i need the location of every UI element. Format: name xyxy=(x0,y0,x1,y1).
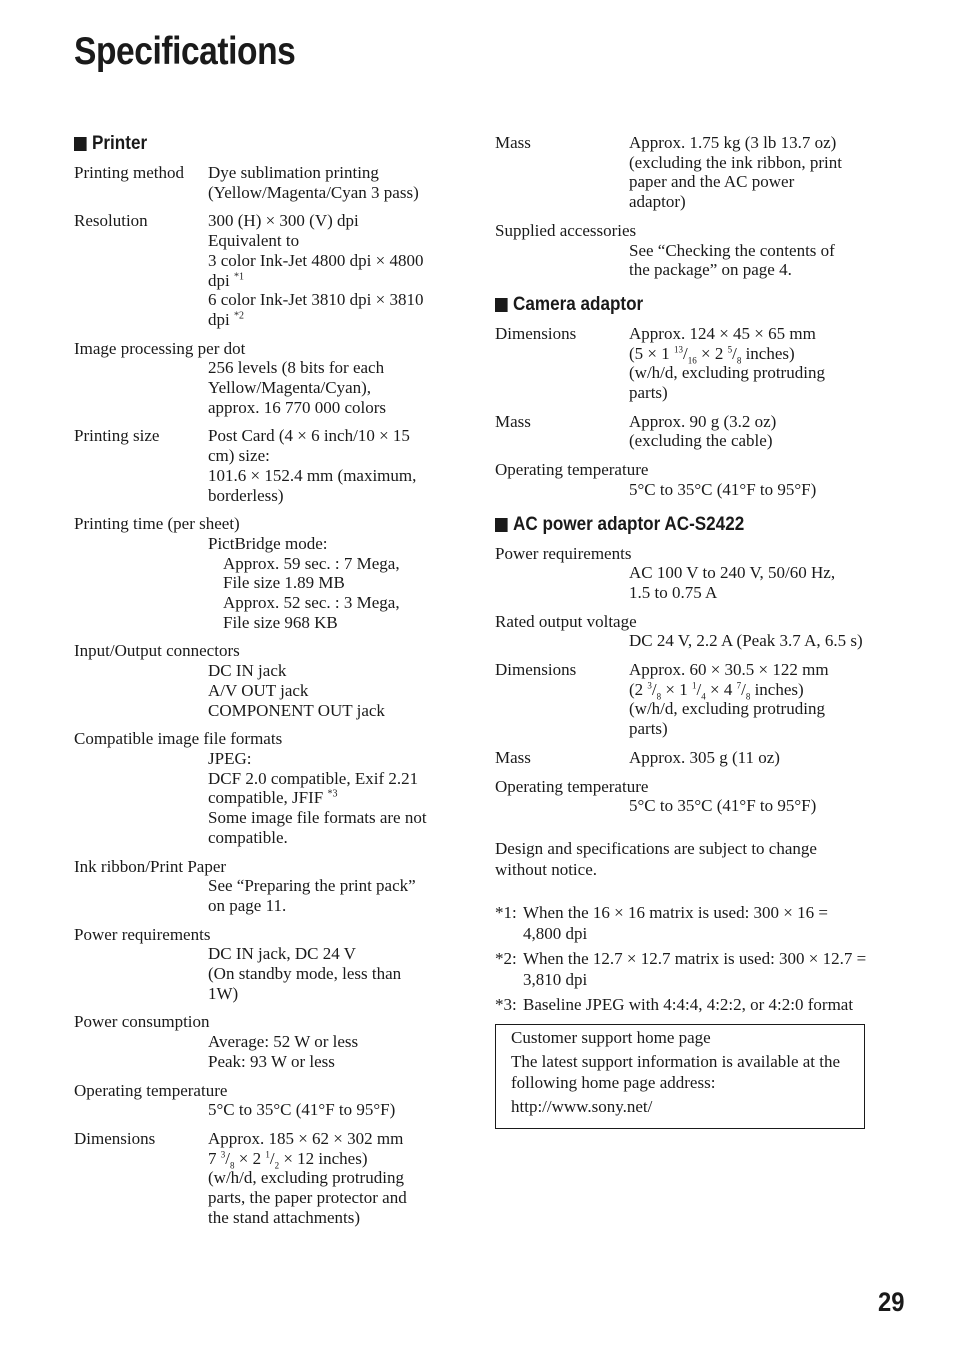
spec-label: Power consumption xyxy=(74,1012,210,1032)
spec-value-text: 3 color Ink-Jet 4800 dpi × 4800 xyxy=(208,250,424,270)
spec-value-line xyxy=(208,593,454,613)
spec-label: Mass xyxy=(495,747,531,767)
spec-value-line xyxy=(208,534,454,554)
spec-value-text: JPEG: xyxy=(208,748,252,768)
footnote-ref: *3 xyxy=(327,788,338,800)
spec-value xyxy=(208,1032,454,1071)
spec-value xyxy=(208,944,454,1003)
spec-row xyxy=(495,660,867,739)
spec-value-text: DCF 2.0 compatible, Exif 2.21 xyxy=(208,768,419,788)
spec-value-line xyxy=(208,183,454,203)
spec-value-text: Equivalent to xyxy=(208,231,300,251)
spec-value-line xyxy=(208,984,454,1004)
spec-value-line xyxy=(208,358,454,378)
spec-value-text: Post Card (4 × 6 inch/10 × 15 xyxy=(208,426,410,446)
spec-value-text: (excluding the cable) xyxy=(629,431,773,451)
spec-value-line xyxy=(208,896,454,916)
spec-value-text: the package” on page 4. xyxy=(629,260,792,280)
spec-value-text: Dye sublimation printing xyxy=(208,163,379,182)
spec-value-text: File size 1.89 MB xyxy=(223,573,345,593)
spec-label: Dimensions xyxy=(495,323,577,343)
spec-value-line xyxy=(629,192,867,212)
spec-label: Dimensions xyxy=(74,1128,156,1148)
spec-label: Compatible image file formats xyxy=(74,729,283,749)
footnote-ref: *1 xyxy=(233,270,244,282)
support-url[interactable]: http://www.sony.net/ xyxy=(511,1096,653,1116)
spec-value xyxy=(629,412,867,451)
spec-row xyxy=(74,339,454,418)
camera-adaptor-spec-list xyxy=(495,324,867,500)
spec-row xyxy=(74,1081,454,1120)
spec-value-line xyxy=(629,431,867,451)
spec-value-line xyxy=(208,828,454,848)
spec-row xyxy=(495,412,867,451)
spec-value-line xyxy=(629,631,867,651)
spec-row xyxy=(74,1129,454,1228)
spec-value-line: (2 $^3/_8 \times 1$ $^1/_4 \times 4$ $^7/_8$ inches) xyxy=(629,679,804,702)
spec-value-line: (5 × 1 $^{13}/_{16} \times 2$ $^5/_8$ inches) xyxy=(629,343,795,366)
spec-value xyxy=(629,631,867,651)
spec-value-text: 6 color Ink-Jet 3810 dpi × 3810 xyxy=(208,290,424,310)
section-bullet-icon xyxy=(495,298,508,312)
spec-value-text: Average: 52 W or less xyxy=(208,1032,359,1052)
spec-value-line xyxy=(629,133,867,153)
page-title: Specifications xyxy=(74,30,296,73)
spec-value-text: 1.5 to 0.75 A xyxy=(629,582,718,602)
spec-value-text: DC IN jack xyxy=(208,661,287,681)
spec-value-text: Some image file formats are not xyxy=(208,808,427,828)
spec-value xyxy=(208,661,454,720)
spec-value-line xyxy=(208,1032,454,1052)
spec-value-text: 300 (H) × 300 (V) dpi xyxy=(208,211,359,231)
footnote-ref: *2 xyxy=(233,310,244,322)
camera-adaptor-section-heading xyxy=(495,294,830,316)
spec-row xyxy=(74,514,454,632)
spec-row xyxy=(495,612,867,651)
spec-row xyxy=(495,748,867,768)
spec-value-text: parts, the paper protector and xyxy=(208,1188,407,1208)
spec-value-text: (On standby mode, less than xyxy=(208,964,402,984)
spec-value-line xyxy=(629,324,867,344)
spec-value-text: See “Preparing the print pack” xyxy=(208,876,416,896)
spec-value-text: compatible, JFIF xyxy=(208,788,324,808)
footnotes xyxy=(495,902,867,1015)
spec-value-line xyxy=(208,613,454,633)
spec-value xyxy=(208,211,454,329)
spec-value-text: Approx. 305 g (11 oz) xyxy=(629,747,780,767)
spec-label: Operating temperature xyxy=(495,460,649,480)
spec-row xyxy=(74,641,454,720)
printer-section-heading xyxy=(74,133,416,155)
spec-value-line xyxy=(629,363,867,383)
spec-value-text: Approx. 52 sec. : 3 Mega, xyxy=(223,593,400,613)
spec-label: Power requirements xyxy=(74,924,211,944)
spec-value-text: Approx. 1.75 kg (3 lb 13.7 oz) xyxy=(629,133,837,152)
spec-value-line xyxy=(208,944,454,964)
spec-value xyxy=(208,163,454,202)
spec-value-line xyxy=(208,271,454,291)
section-bullet-icon xyxy=(74,137,87,151)
spec-value-line xyxy=(208,378,454,398)
spec-label: Image processing per dot xyxy=(74,338,246,358)
spec-value-text: PictBridge mode: xyxy=(208,533,328,553)
spec-row xyxy=(74,163,454,202)
spec-label: Supplied accessories xyxy=(495,220,637,240)
spec-value-text: See “Checking the contents of xyxy=(629,240,835,260)
spec-value-text: compatible. xyxy=(208,827,288,847)
ac-adaptor-heading-text: AC power adaptor AC-S2422 xyxy=(513,513,745,535)
spec-value-line xyxy=(208,1100,454,1120)
spec-value-line xyxy=(208,1208,454,1228)
spec-label: Operating temperature xyxy=(495,776,649,796)
spec-value-text: Yellow/Magenta/Cyan), xyxy=(208,378,372,398)
spec-value xyxy=(629,748,867,768)
spec-value-line xyxy=(208,290,454,310)
spec-value-text: A/V OUT jack xyxy=(208,680,309,700)
spec-value xyxy=(629,241,867,280)
footnote-text: When the 16 × 16 matrix is used: 300 × 16 = 4,800 dpi xyxy=(523,902,828,943)
spec-value xyxy=(208,876,454,915)
spec-value-line xyxy=(208,554,454,574)
spec-value-text: COMPONENT OUT jack xyxy=(208,700,385,720)
spec-value-line xyxy=(629,260,867,280)
spec-value xyxy=(208,534,454,633)
spec-value-text: borderless) xyxy=(208,485,284,505)
spec-value xyxy=(629,796,867,816)
spec-value-text: DC 24 V, 2.2 A (Peak 3.7 A, 6.5 s) xyxy=(629,631,863,651)
left-column xyxy=(74,133,454,1236)
spec-value-text: on page 11. xyxy=(208,895,287,915)
spec-value-line xyxy=(208,398,454,418)
spec-value-line xyxy=(208,211,454,231)
spec-value-text: AC 100 V to 240 V, 50/60 Hz, xyxy=(629,563,836,583)
spec-value-text: 101.6 × 152.4 mm (maximum, xyxy=(208,465,417,485)
spec-value-text: 256 levels (8 bits for each xyxy=(208,358,385,378)
spec-label: Power requirements xyxy=(495,543,632,563)
spec-row xyxy=(495,544,867,603)
spec-value-line xyxy=(629,660,867,680)
support-title: Customer support home page xyxy=(511,1027,711,1047)
spec-value-text: parts) xyxy=(629,383,668,403)
spec-value xyxy=(208,1129,454,1228)
footnote xyxy=(495,994,867,1015)
spec-value-line xyxy=(208,1129,454,1149)
spec-value-line xyxy=(208,876,454,896)
spec-value-line xyxy=(208,1052,454,1072)
spec-value xyxy=(629,660,867,739)
spec-value-line xyxy=(629,172,867,192)
footnote xyxy=(495,948,867,990)
spec-value-text: cm) size: xyxy=(208,446,270,466)
spec-value-text: Approx. 124 × 45 × 65 mm xyxy=(629,323,816,343)
spec-value-line xyxy=(208,426,454,446)
footnote-mark: *2: xyxy=(495,948,517,968)
footnote-text: When the 12.7 × 12.7 matrix is used: 300 × 12.7 = 3,810 dpi xyxy=(523,948,867,989)
spec-value-line xyxy=(208,446,454,466)
spec-value-text: (w/h/d, excluding protruding xyxy=(208,1168,404,1188)
spec-value-text: adaptor) xyxy=(629,192,686,212)
spec-value-line xyxy=(208,661,454,681)
spec-label: Dimensions xyxy=(495,660,577,680)
spec-value-line xyxy=(629,241,867,261)
printer-spec-list xyxy=(74,163,454,1227)
spec-value xyxy=(208,749,454,848)
spec-value-text: (w/h/d, excluding protruding xyxy=(629,699,825,719)
spec-value-line xyxy=(208,231,454,251)
spec-value-line xyxy=(208,310,454,330)
spec-value xyxy=(629,133,867,212)
spec-value xyxy=(629,480,867,500)
spec-value-line xyxy=(629,412,867,432)
spec-row xyxy=(495,133,867,212)
spec-value-line xyxy=(208,701,454,721)
spec-value-line xyxy=(208,964,454,984)
spec-value-line xyxy=(629,480,867,500)
ac-adaptor-section-heading xyxy=(495,514,830,536)
spec-value-line xyxy=(208,808,454,828)
spec-value xyxy=(208,426,454,505)
ac-adaptor-spec-list xyxy=(495,544,867,816)
footnote-mark: *1: xyxy=(495,902,517,922)
spec-value-line xyxy=(208,1168,454,1188)
spec-value-line xyxy=(629,563,867,583)
spec-value-line xyxy=(208,163,454,183)
spec-value-line xyxy=(629,719,867,739)
spec-value-line xyxy=(208,486,454,506)
spec-value-text: 1W) xyxy=(208,983,239,1003)
spec-label: Input/Output connectors xyxy=(74,641,240,661)
spec-value-text: (excluding the ink ribbon, print xyxy=(629,152,842,172)
spec-value-text: the stand attachments) xyxy=(208,1207,361,1227)
spec-label: Rated output voltage xyxy=(495,611,637,631)
spec-row xyxy=(495,777,867,816)
spec-value-line xyxy=(629,748,867,768)
printer-spec-list-continued xyxy=(495,133,867,280)
spec-row xyxy=(495,324,867,403)
page-number: 29 xyxy=(878,1287,905,1317)
spec-value xyxy=(208,1100,454,1120)
spec-value-line xyxy=(629,383,867,403)
spec-value-line xyxy=(629,796,867,816)
footnote xyxy=(495,902,867,944)
spec-value-text: dpi xyxy=(208,309,230,329)
spec-label: Resolution xyxy=(74,211,148,231)
spec-label: Mass xyxy=(495,133,531,152)
spec-row xyxy=(74,857,454,916)
spec-value-line xyxy=(208,681,454,701)
spec-value-text: 5°C to 35°C (41°F to 95°F) xyxy=(629,479,817,499)
spec-value-line xyxy=(208,251,454,271)
spec-value-text: dpi xyxy=(208,270,230,290)
spec-value-line xyxy=(208,769,454,789)
printer-heading-text: Printer xyxy=(92,133,148,154)
spec-label: Printing method xyxy=(74,163,185,182)
spec-row xyxy=(495,460,867,499)
section-bullet-icon xyxy=(495,518,508,532)
spec-value-text: DC IN jack, DC 24 V xyxy=(208,944,356,964)
spec-value-text: (w/h/d, excluding protruding xyxy=(629,363,825,383)
spec-value-line xyxy=(208,749,454,769)
footnote-text: Baseline JPEG with 4:4:4, 4:2:2, or 4:2:0 format xyxy=(523,994,854,1014)
spec-value-text: 5°C to 35°C (41°F to 95°F) xyxy=(208,1100,396,1120)
spec-value xyxy=(629,324,867,403)
spec-value-text: paper and the AC power xyxy=(629,172,795,192)
spec-value-line xyxy=(629,153,867,173)
spec-value-text: (Yellow/Magenta/Cyan 3 pass) xyxy=(208,182,419,202)
spec-value-text: Approx. 60 × 30.5 × 122 mm xyxy=(629,660,829,680)
spec-value-text: 5°C to 35°C (41°F to 95°F) xyxy=(629,796,817,816)
camera-adaptor-heading-text: Camera adaptor xyxy=(513,293,644,315)
spec-value-line xyxy=(629,699,867,719)
spec-value-text: File size 968 KB xyxy=(223,612,338,632)
spec-value-text: approx. 16 770 000 colors xyxy=(208,397,387,417)
spec-row xyxy=(74,729,454,847)
spec-row xyxy=(74,925,454,1004)
spec-row xyxy=(74,1012,454,1071)
spec-value-line xyxy=(208,1188,454,1208)
footnote-mark: *3: xyxy=(495,994,517,1014)
support-text: The latest support information is available at the following home page address: xyxy=(511,1051,841,1092)
spec-row xyxy=(74,426,454,505)
spec-label: Operating temperature xyxy=(74,1080,228,1100)
right-column xyxy=(495,133,867,1129)
spec-value-line: 7 $^3/_8 \times 2$ $^1/_2 \times 12$ inches) xyxy=(208,1148,368,1171)
spec-value-text: Approx. 185 × 62 × 302 mm xyxy=(208,1128,404,1148)
spec-label: Mass xyxy=(495,411,531,431)
spec-value xyxy=(208,358,454,417)
spec-label: Printing size xyxy=(74,426,160,446)
spec-value-line xyxy=(629,583,867,603)
spec-label: Ink ribbon/Print Paper xyxy=(74,856,227,876)
spec-value-line xyxy=(208,466,454,486)
spec-value-text: Approx. 90 g (3.2 oz) xyxy=(629,411,777,431)
spec-value xyxy=(629,563,867,602)
spec-label: Printing time (per sheet) xyxy=(74,514,240,534)
spec-value-line xyxy=(208,573,454,593)
spec-value-text: Approx. 59 sec. : 7 Mega, xyxy=(223,553,400,573)
spec-value-line xyxy=(208,788,454,808)
change-notice: Design and specifications are subject to change without notice. xyxy=(495,838,817,879)
spec-row xyxy=(495,221,867,280)
spec-value-text: parts) xyxy=(629,719,668,739)
spec-row xyxy=(74,211,454,329)
support-box xyxy=(495,1024,865,1129)
spec-value-text: Peak: 93 W or less xyxy=(208,1051,335,1071)
